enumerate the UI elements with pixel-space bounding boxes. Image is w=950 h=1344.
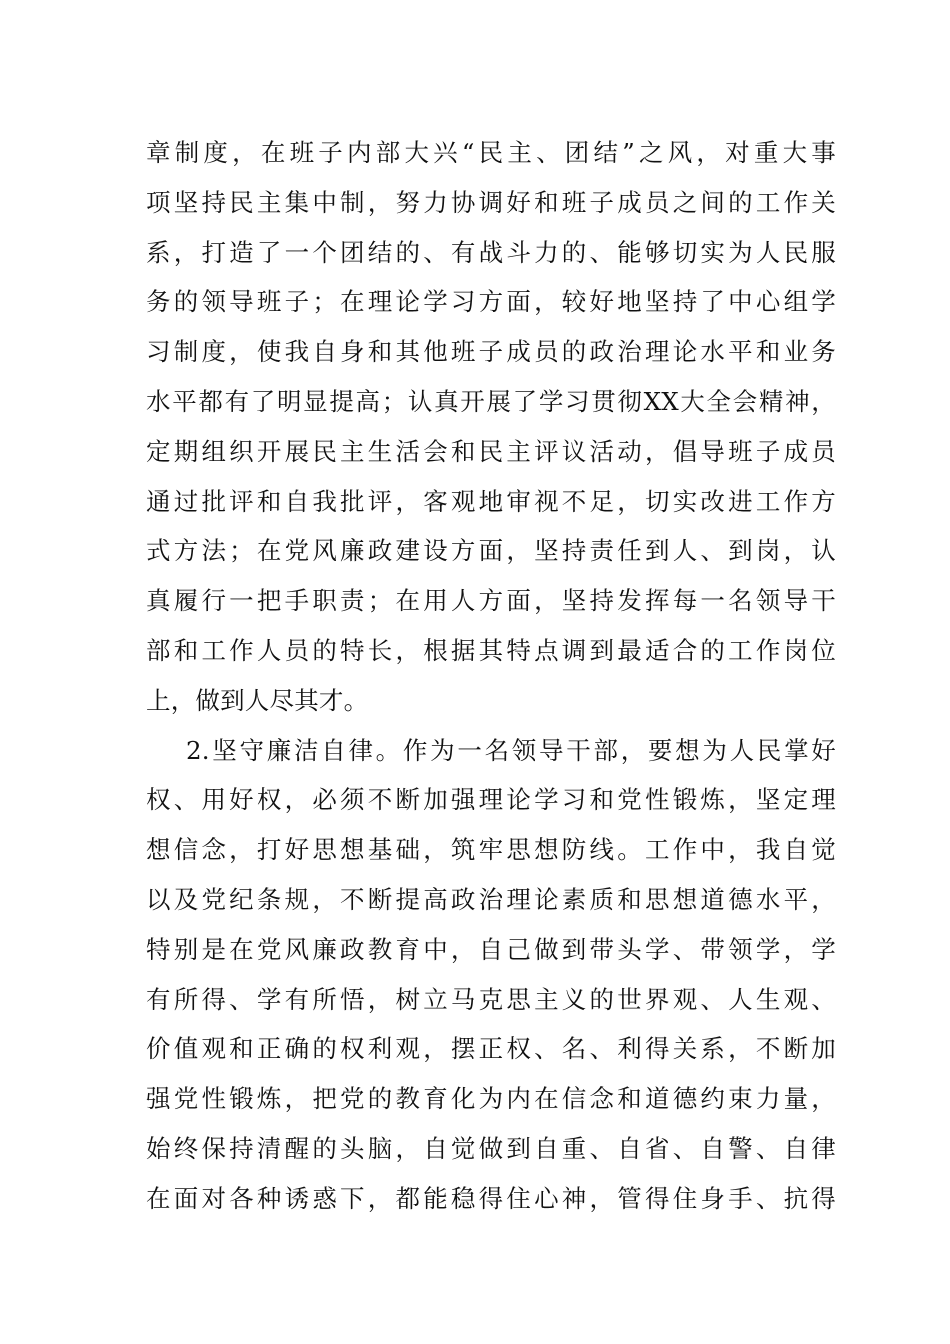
- document-body: [146, 128, 836, 1224]
- text-line: 2.坚守廉洁自律。作为一名领导干部，要想为人民掌好: [186, 735, 836, 765]
- text-line: 始终保持清醒的头脑，自觉做到自重、自省、自警、自律: [146, 1133, 836, 1163]
- text-line: 以及党纪条规，不断提高政治理论素质和思想道德水平，: [146, 884, 836, 914]
- text-line: 系，打造了一个团结的、有战斗力的、能够切实为人民服: [146, 237, 836, 267]
- text-line: 强党性锻炼，把党的教育化为内在信念和道德约束力量，: [146, 1084, 836, 1114]
- text-line: 定期组织开展民主生活会和民主评议活动，倡导班子成员: [146, 436, 836, 466]
- text-line: 特别是在党风廉政教育中，自己做到带头学、带领学，学: [146, 934, 836, 964]
- text-line: 章制度，在班子内部大兴“民主、团结”之风，对重大事: [146, 138, 836, 167]
- text-line: 通过批评和自我批评，客观地审视不足，切实改进工作方: [146, 486, 836, 516]
- text-line: 务的领导班子；在理论学习方面，较好地坚持了中心组学: [146, 287, 836, 317]
- text-line: 价值观和正确的权利观，摆正权、名、利得关系，不断加: [146, 1034, 836, 1064]
- text-line: 式方法；在党风廉政建设方面，坚持责任到人、到岗，认: [146, 536, 836, 566]
- text-line: 在面对各种诱惑下，都能稳得住心神，管得住身手、抗得: [146, 1183, 836, 1213]
- text-line: 想信念，打好思想基础，筑牢思想防线。工作中，我自觉: [146, 835, 836, 865]
- paragraph-1: [146, 128, 836, 726]
- text-line: 项坚持民主集中制，努力协调好和班子成员之间的工作关: [146, 187, 836, 217]
- text-line: 部和工作人员的特长，根据其特点调到最适合的工作岗位: [146, 635, 836, 665]
- text-line: 上，做到人尽其才。: [146, 685, 369, 715]
- text-line: 水平都有了明显提高；认真开展了学习贯彻XX大全会精神，: [146, 386, 836, 416]
- text-line: 真履行一把手职责；在用人方面，坚持发挥每一名领导干: [146, 586, 836, 616]
- text-line: 权、用好权，必须不断加强理论学习和党性锻炼，坚定理: [146, 785, 836, 815]
- text-line: 习制度，使我自身和其他班子成员的政治理论水平和业务: [146, 337, 836, 367]
- paragraph-2: [146, 726, 836, 1224]
- text-line: 有所得、学有所悟，树立马克思主义的世界观、人生观、: [146, 984, 836, 1014]
